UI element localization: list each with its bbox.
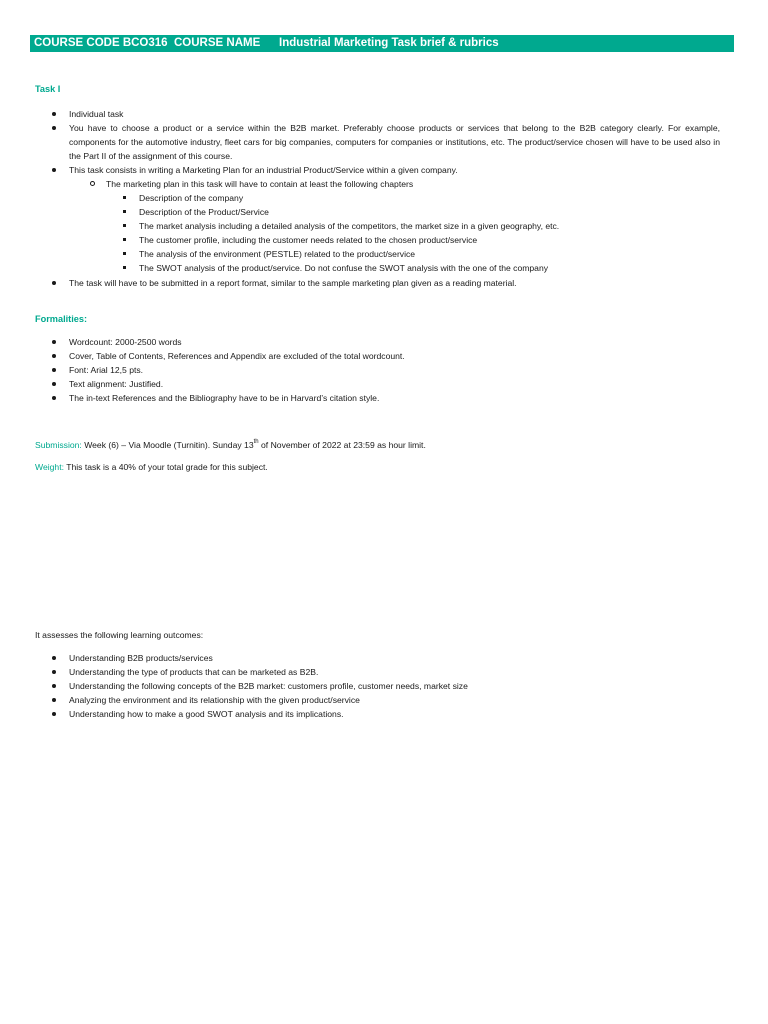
list-item-text: This task consists in writing a Marketing Plan for an industrial Product/Service within a given company. (69, 165, 458, 175)
list-item: Text alignment: Justified. (30, 377, 720, 391)
list-item: Understanding the type of products that can be marketed as B2B. (30, 665, 720, 679)
submission-superscript: th (253, 439, 259, 445)
list-item: Understanding how to make a good SWOT analysis and its implications. (30, 707, 720, 721)
outcomes-intro: It assesses the following learning outcomes: (35, 630, 204, 640)
submission-label: Submission: (35, 440, 82, 450)
course-name-label: COURSE NAME (174, 37, 261, 49)
course-code: COURSE CODE BCO316 (34, 37, 168, 49)
list-item: The in-text References and the Bibliography have to be in Harvard’s citation style. (30, 391, 720, 405)
list-item: Individual task (30, 107, 720, 121)
list-item (30, 163, 720, 275)
header-bar (30, 35, 734, 52)
chapter-item: The analysis of the environment (PESTLE) related to the product/service (106, 247, 720, 261)
chapter-item: The customer profile, including the customer needs related to the chosen product/service (106, 233, 720, 247)
formalities-heading: Formalities: (35, 314, 88, 324)
weight-line (35, 460, 268, 474)
outcomes-list (30, 651, 720, 721)
weight-label: Weight: (35, 462, 64, 472)
list-item: Analyzing the environment and its relationship with the given product/service (30, 693, 720, 707)
list-item-text: You have to choose a product or a service within the B2B market. Preferably choose products or services that belong to the B2B category clearly. For example, components for the automotive industry, fleet cars for big companies, computers for companies or institutions, etc. The product/service chosen will have to be used also in the Part II of the assignment of this course. (69, 123, 720, 161)
formalities-list (30, 335, 720, 405)
list-item: Understanding the following concepts of the B2B market: customers profile, customer needs, market size (30, 679, 720, 693)
list-item: Understanding B2B products/services (30, 651, 720, 665)
submission-text-after: of November of 2022 at 23:59 as hour limit. (258, 440, 426, 450)
chapter-list (106, 191, 720, 275)
list-item: Font: Arial 12,5 pts. (30, 363, 720, 377)
sub-list-item-text: The marketing plan in this task will have to contain at least the following chapters (106, 179, 414, 189)
submission-line (35, 438, 426, 452)
task-heading: Task I (35, 84, 61, 94)
task-list (30, 107, 720, 290)
sub-list-item (69, 177, 720, 275)
weight-text: This task is a 40% of your total grade for this subject. (63, 462, 268, 472)
chapter-item: Description of the company (106, 191, 720, 205)
sub-list (69, 177, 720, 275)
list-item: Wordcount: 2000-2500 words (30, 335, 720, 349)
chapter-item: The market analysis including a detailed analysis of the competitors, the market size in a given geography, etc. (106, 219, 720, 233)
submission-text: Week (6) – Via Moodle (Turnitin). Sunday 13 (81, 440, 254, 450)
chapter-item: Description of the Product/Service (106, 205, 720, 219)
list-item (30, 121, 720, 163)
list-item: The task will have to be submitted in a report format, similar to the sample marketing plan given as a reading material. (30, 276, 720, 290)
list-item: Cover, Table of Contents, References and Appendix are excluded of the total wordcount. (30, 349, 720, 363)
chapter-item: The SWOT analysis of the product/service. Do not confuse the SWOT analysis with the one of the company (106, 261, 720, 275)
document-title: Industrial Marketing Task brief & rubrics (279, 37, 499, 49)
